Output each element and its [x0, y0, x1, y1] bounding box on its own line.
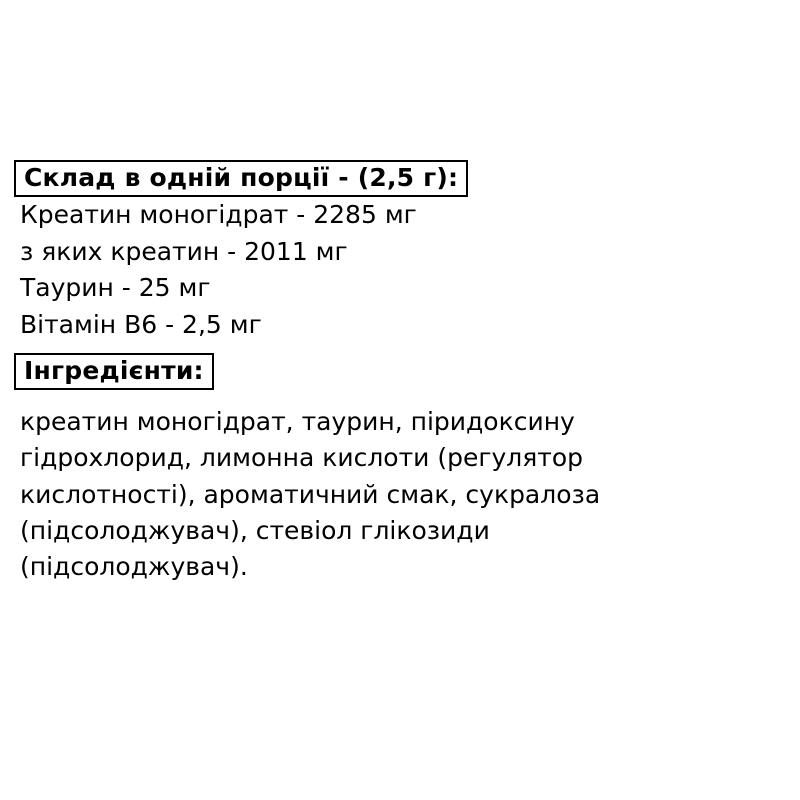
- supplement-label-panel: [14, 160, 774, 585]
- supplement-facts-heading: Склад в одній порції - (2,5 г):: [14, 160, 468, 197]
- list-item: з яких креатин - 2011 мг: [20, 236, 348, 266]
- list-item: Вітамін В6 - 2,5 мг: [20, 309, 262, 339]
- ingredients-heading-wrap: [14, 353, 774, 390]
- list-item: Креатин моногідрат - 2285 мг: [20, 200, 417, 229]
- supplement-facts-list: [14, 197, 774, 343]
- ingredients-heading: Інгредієнти:: [14, 353, 214, 390]
- ingredients-text: креатин моногідрат, таурин, піридоксину гідрохлорид, лимонна кислоти (регулятор кислотності), ароматичний смак, сукралоза (підсолоджувач), стевіол глікозиди (підсолоджувач).: [20, 407, 601, 581]
- list-item: Таурин - 25 мг: [20, 273, 211, 302]
